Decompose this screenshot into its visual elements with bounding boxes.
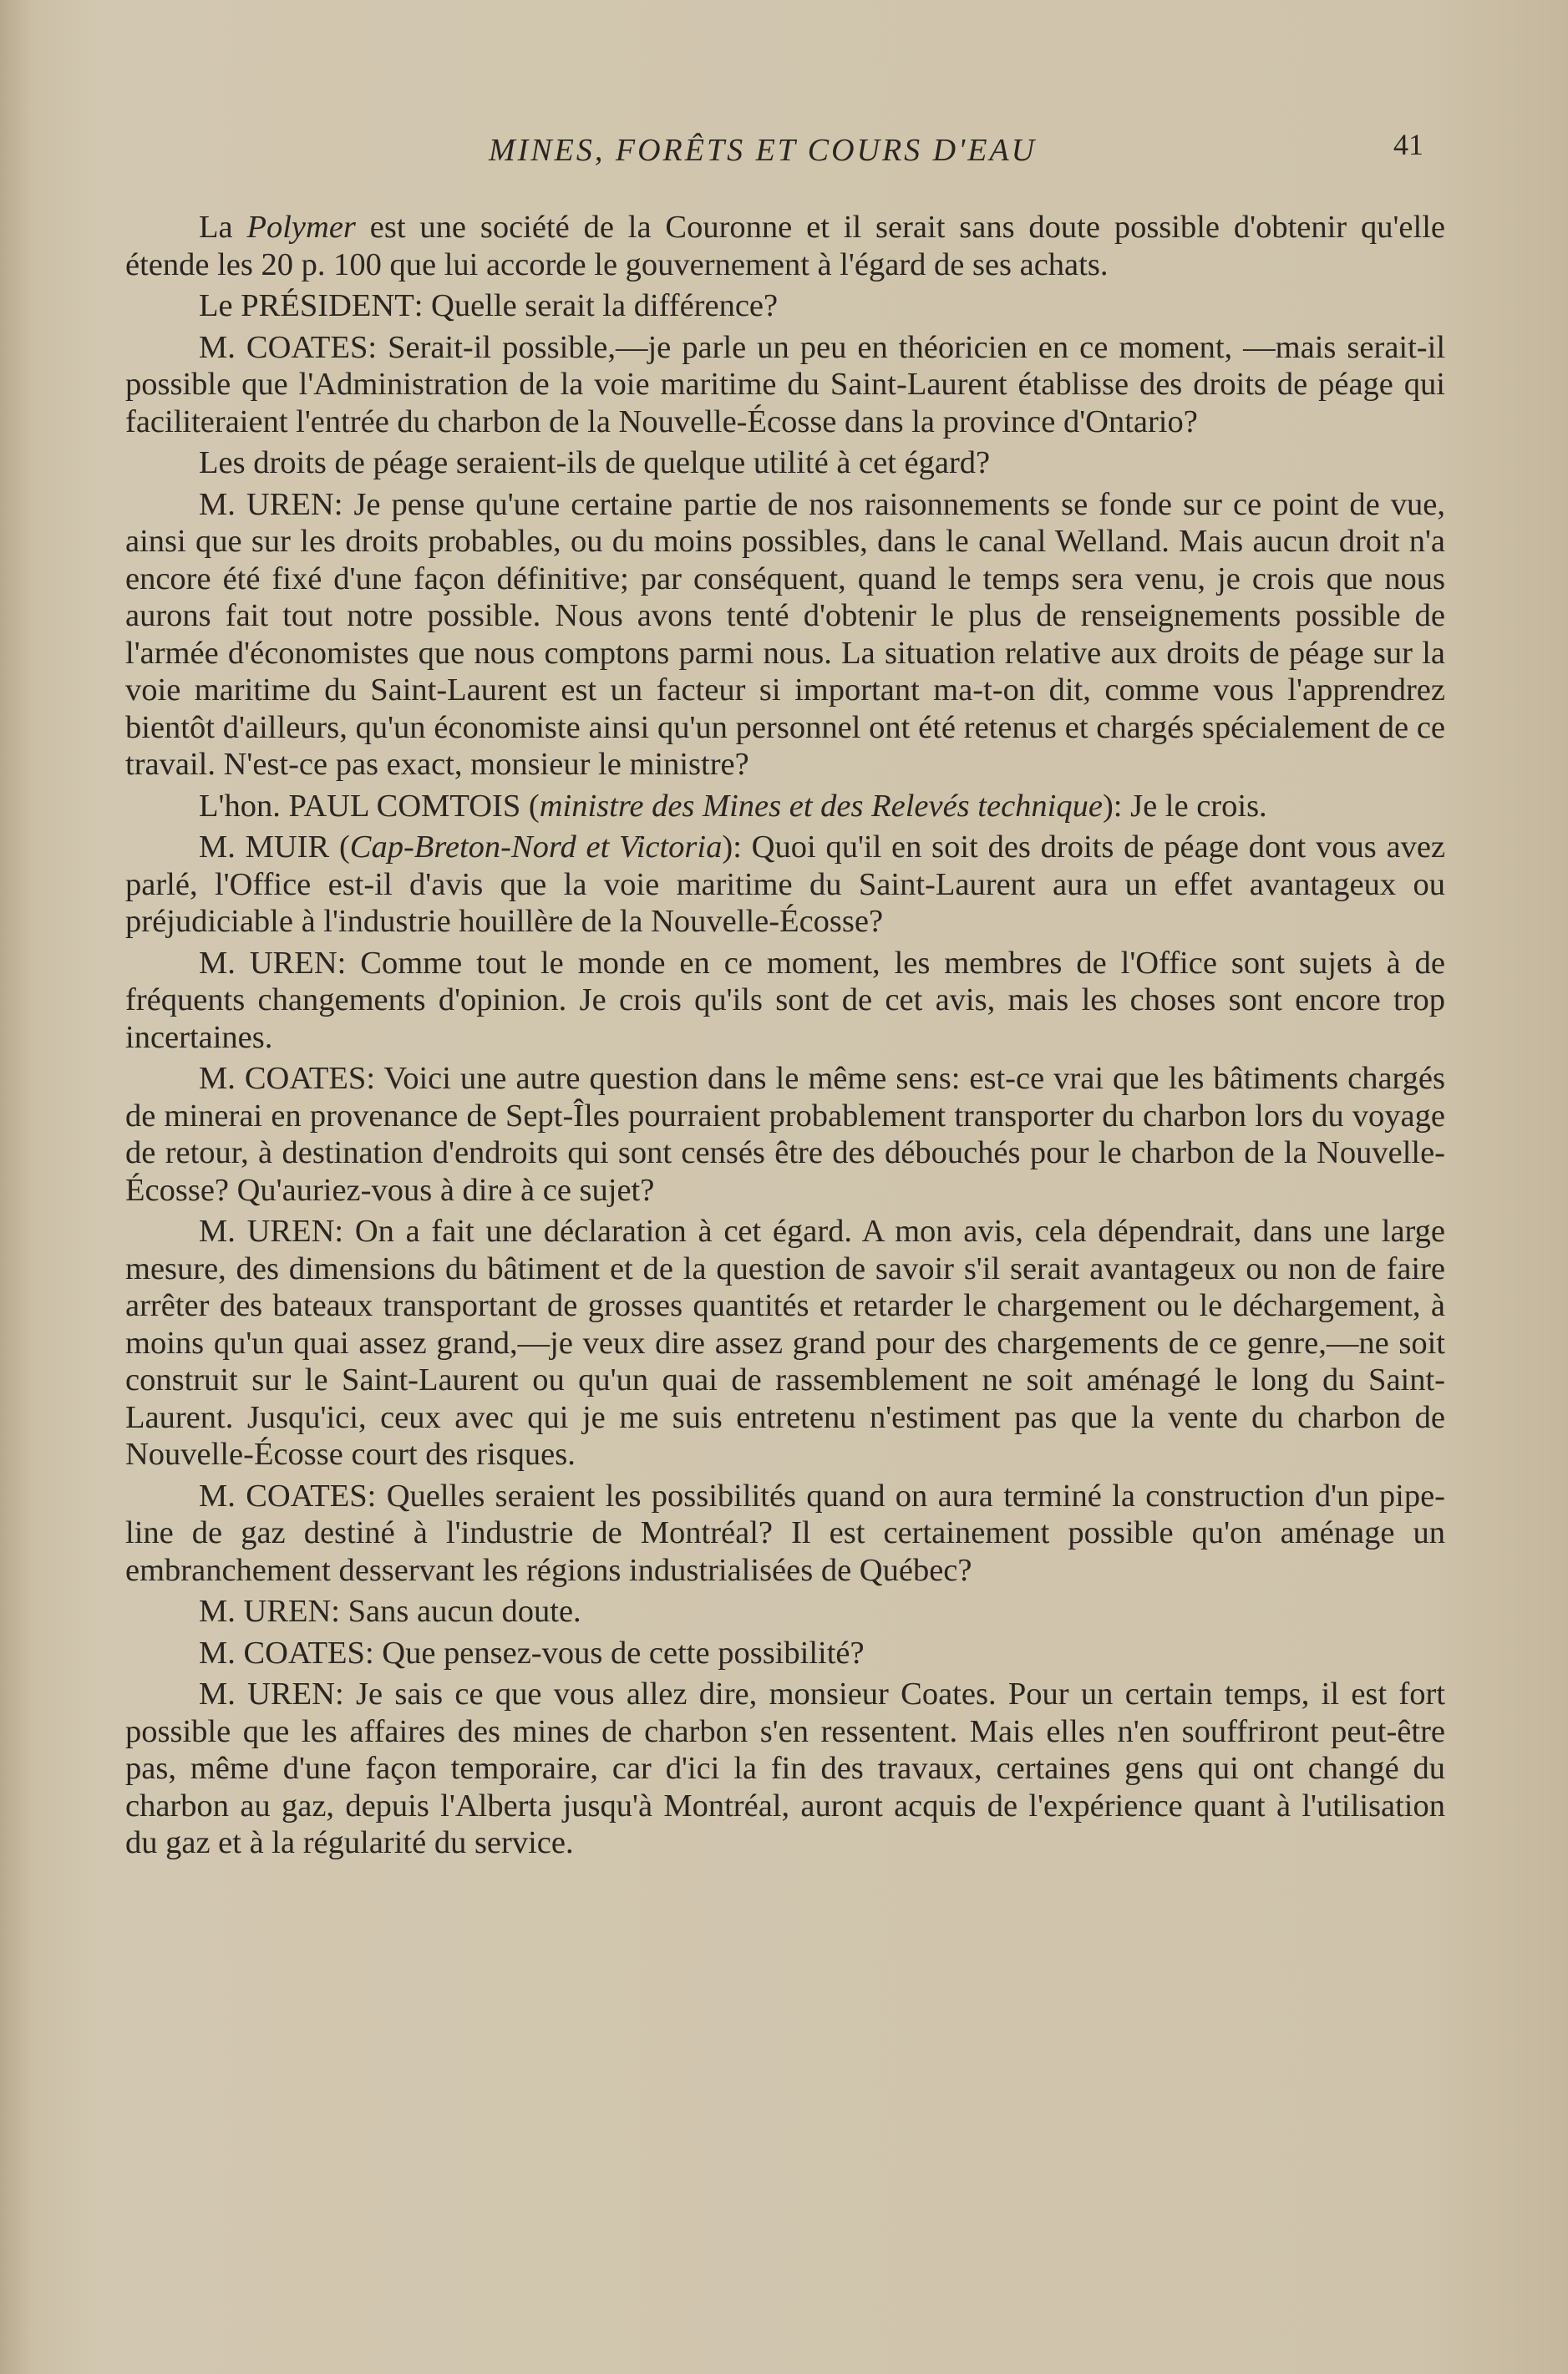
speaker-name: COATES — [246, 329, 368, 365]
paragraph-uren-4: M. UREN: Sans aucun doute. — [199, 1594, 581, 1629]
speaker-name: UREN — [247, 1677, 335, 1712]
speaker-name: UREN — [246, 1214, 335, 1249]
speaker-name: COATES — [243, 1635, 365, 1671]
paragraph-uren-5: M. UREN: Je sais ce que vous allez dire, monsieur Coates. Pour un certain temps, il est fort possible que les affaires des mines de charbon s'en ressentent. Mais elles n'en souffriront peut-être pas, même d'une façon temporaire, car d'ici la fin des travaux, certaines gens qui ont changé du charbon au gaz, depuis l'Alberta jusqu'à Montréal, auront acquis de l'expérience quant à l'utilisation du gaz et à la régularité du service. — [125, 1677, 1445, 1860]
paragraph-uren-3: M. UREN: On a fait une déclaration à cet égard. A mon avis, cela dépendrait, dans une large mesure, des dimensions du bâtiment et de la question de savoir s'il serait avantageux ou non de faire arrêter des bateaux transportant de grosses quantités et retarder le chargement ou le déchargement, à moins qu'un quai assez grand,—je veux dire assez grand pour des chargements de ce genre,—ne soit construit sur le Saint-Laurent ou qu'un quai de rassemblement ne soit aménagé le long du Saint-Laurent. Jusqu'ici, ceux avec qui je me suis entretenu n'estiment pas que la vente du charbon de Nouvelle-Écosse court des risques. — [125, 1214, 1445, 1472]
speaker-name: COATES — [246, 1478, 368, 1514]
paragraph-coates-4: M. COATES: Que pensez-vous de cette possibilité? — [199, 1635, 865, 1671]
paragraph-comtois: L'hon. PAUL COMTOIS (ministre des Mines et des Relevés technique): Je le crois. — [199, 788, 1267, 824]
body-text — [125, 209, 1445, 1866]
paragraph-coates-1: M. COATES: Serait-il possible,—je parle un peu en théoricien en ce moment, —mais serait-il possible que l'Administration de la voie maritime du Saint-Laurent établisse des droits de péage qui faciliteraient l'entrée du charbon de la Nouvelle-Écosse dans la province d'Ontario? — [125, 329, 1446, 439]
speaker-name: PAUL COMTOIS — [288, 788, 521, 824]
paragraph-president: Le PRÉSIDENT: Quelle serait la différence? — [199, 288, 779, 323]
paragraph-uren-2: M. UREN: Comme tout le monde en ce moment, les membres de l'Office sont sujets à de fréquents changements d'opinion. Je crois qu'ils sont de cet avis, mais les choses sont encore trop incertaines. — [125, 945, 1445, 1055]
running-title: MINES, FORÊTS ET COURS D'EAU — [489, 133, 1038, 168]
paragraph-coates-2: M. COATES: Voici une autre question dans le même sens: est-ce vrai que les bâtiments chargés de minerai en provenance de Sept-Îles pourraient probablement transporter du charbon lors du voyage de retour, à destination d'endroits qui sont censés être des débouchés pour le charbon de la Nouvelle-Écosse? Qu'auriez-vous à dire à ce sujet? — [125, 1061, 1445, 1208]
emphasis: Polymer — [246, 210, 356, 245]
paragraph-continuation: Les droits de péage seraient-ils de quelque utilité à cet égard? — [199, 445, 991, 480]
paragraph-polymer: La Polymer est une société de la Couronne et il serait sans doute possible d'obtenir qu'elle étende les 20 p. 100 que lui accorde le gouvernement à l'égard de ses achats. — [125, 210, 1445, 282]
speaker-name: UREN — [249, 945, 337, 981]
speaker-name: UREN — [246, 486, 334, 522]
paragraph-muir: M. MUIR (Cap-Breton-Nord et Victoria): Quoi qu'il en soit des droits de péage dont vous avez parlé, l'Office est-il d'avis que la voie maritime du Saint-Laurent aura un effet avantageux ou préjudiciable à l'industrie houillère de la Nouvelle-Écosse? — [125, 829, 1446, 939]
speaker-title: ministre des Mines et des Relevés technique — [539, 788, 1103, 824]
speaker-riding: Cap-Breton-Nord et Victoria — [349, 829, 723, 865]
speaker-name: UREN — [243, 1594, 332, 1629]
running-head — [0, 125, 1568, 175]
speaker-name: COATES — [244, 1061, 367, 1096]
speaker-name: MUIR — [245, 829, 330, 865]
paragraph-uren-1: M. UREN: Je pense qu'une certaine partie de nos raisonnements se fonde sur ce point de vue, ainsi que sur les droits probables, ou du moins possibles, dans le canal Welland. Mais aucun droit n'a encore été fixé d'une façon définitive; par conséquent, quand le temps sera venu, je crois que nous aurons fait tout notre possible. Nous avons tenté d'obtenir le plus de renseignements possible de l'armée d'économistes que nous comptons parmi nous. La situation relative aux droits de péage sur la voie maritime du Saint-Laurent est un facteur si important ma-t-on dit, comme vous l'apprendrez bientôt d'ailleurs, qu'un économiste ainsi qu'un personnel ont été retenus et chargés spécialement de ce travail. N'est-ce pas exact, monsieur le ministre? — [125, 486, 1446, 782]
page-number: 41 — [1393, 128, 1423, 161]
speaker-name: PRÉSIDENT — [241, 288, 414, 323]
paragraph-coates-3: M. COATES: Quelles seraient les possibilités quand on aura terminé la construction d'un pipe-line de gaz destiné à l'industrie de Montréal? Il est certainement possible qu'on aménage un embranchement desservant les régions industrialisées de Québec? — [125, 1478, 1446, 1588]
